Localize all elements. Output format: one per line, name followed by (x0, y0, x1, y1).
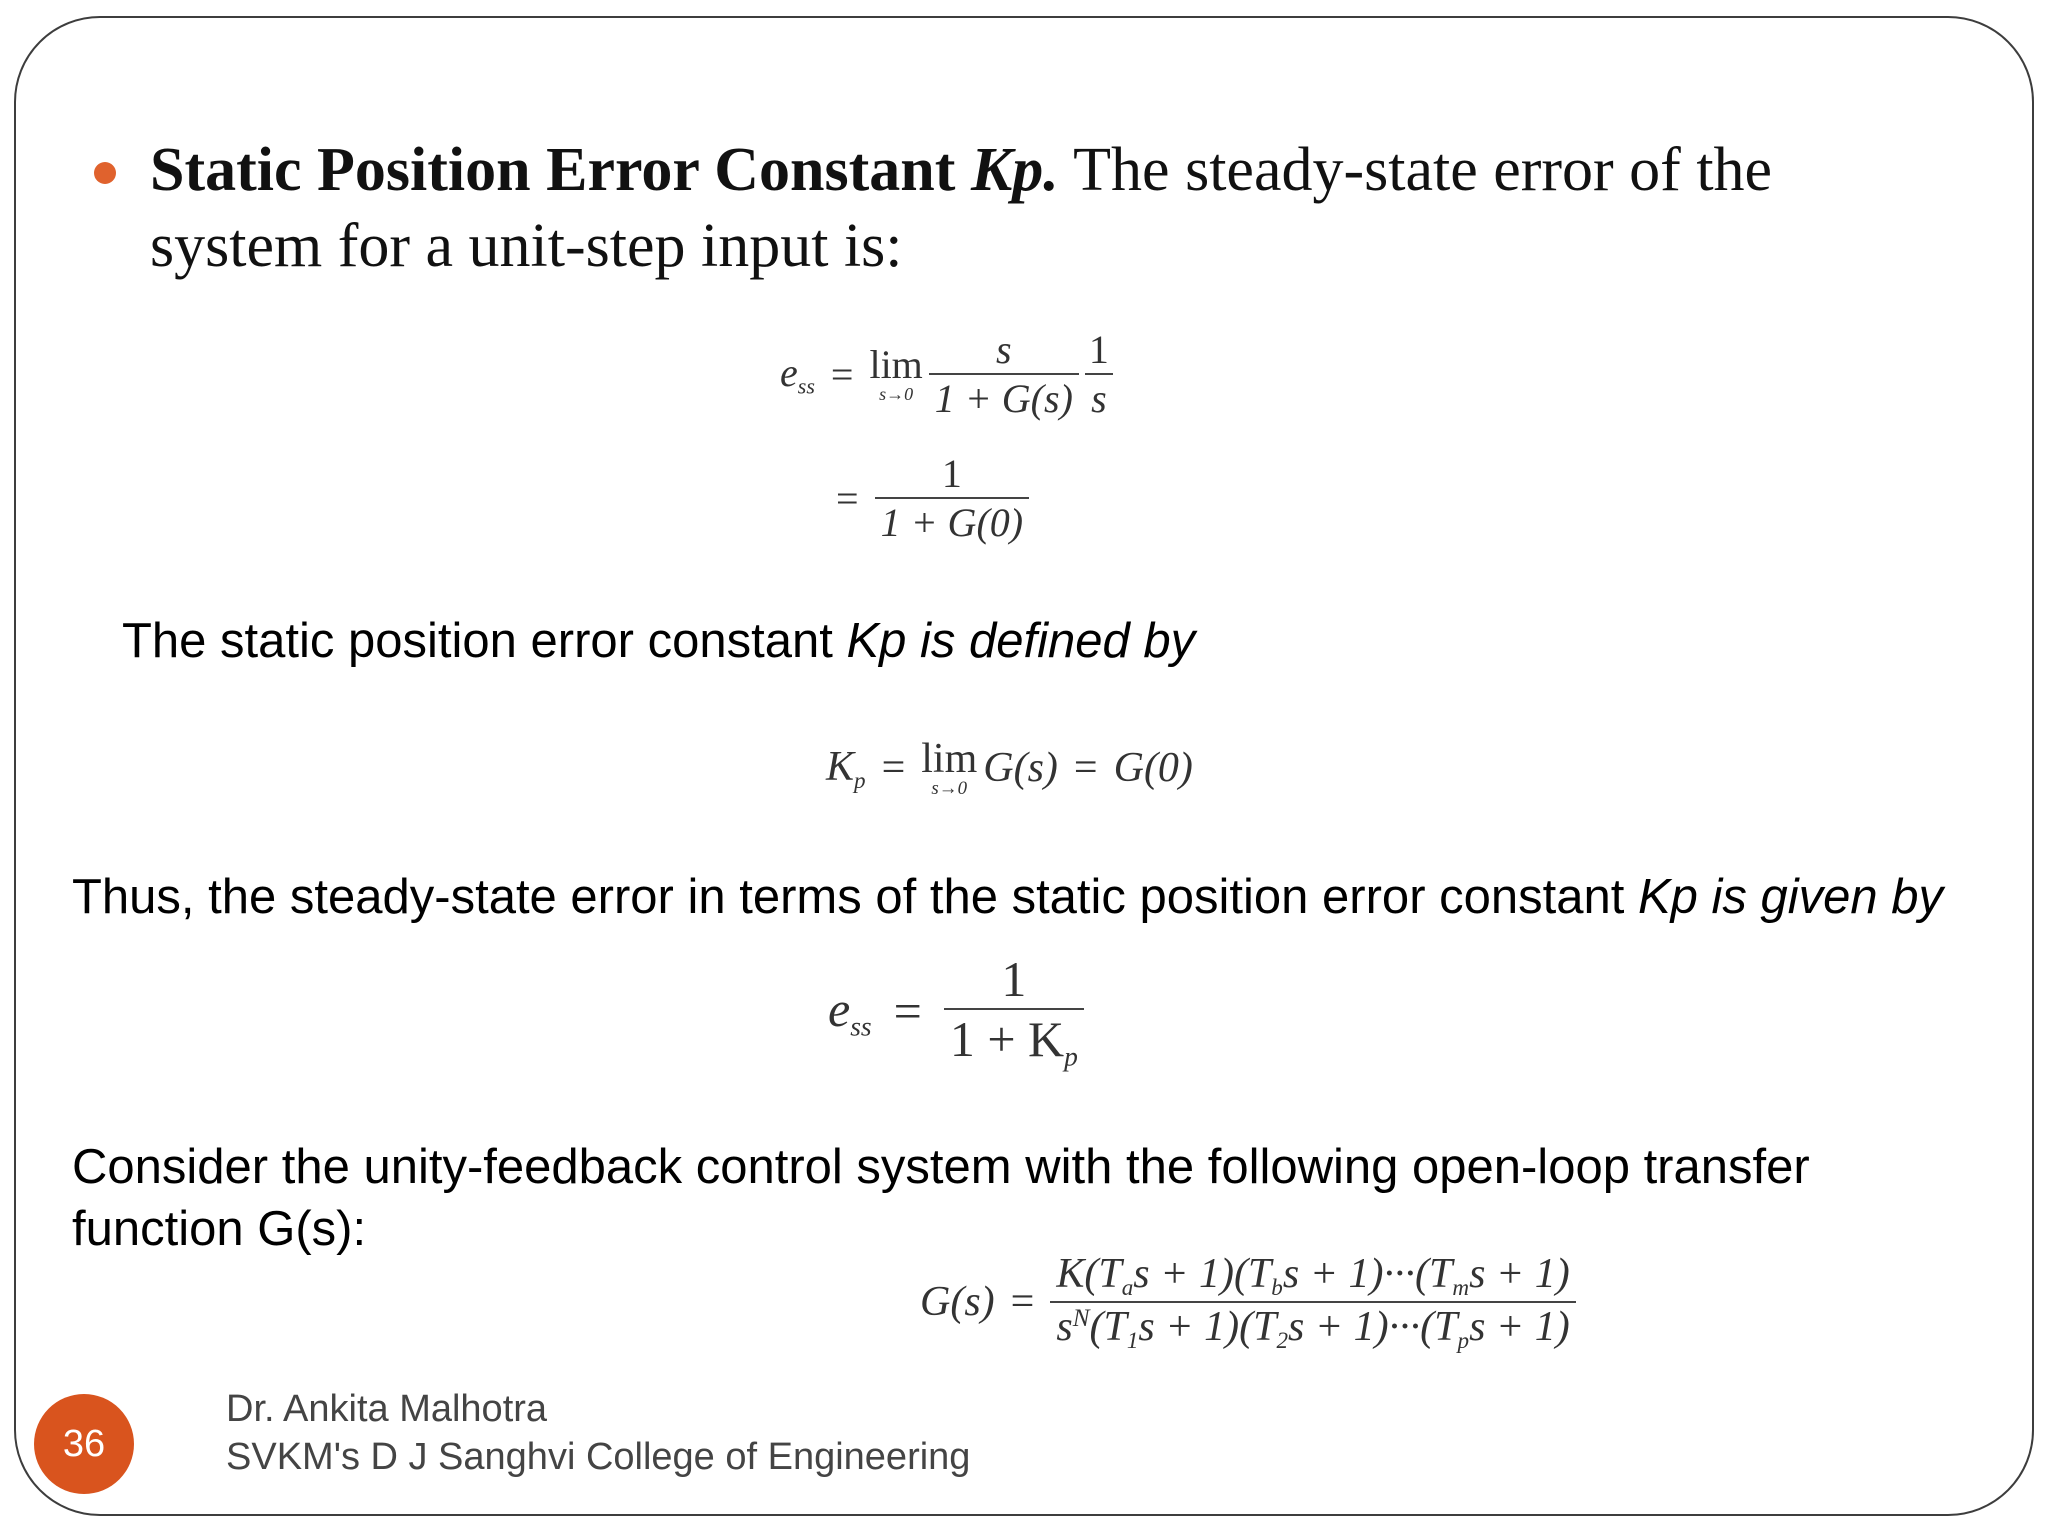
g0-term: G(0) (1113, 745, 1193, 792)
tf-denominator: $s^N(T_1s + 1)(T_2s + 1)\cdot\cdot\cdot(T_ps + 1)$ (1050, 1301, 1575, 1354)
heading-bold: Static Position Error Constant (150, 136, 971, 204)
slide-heading (150, 132, 1910, 284)
gs-lhs: G(s) (920, 1279, 995, 1326)
gs-term: G(s) (983, 745, 1058, 792)
kp-symbol: $K_p$ (826, 743, 866, 793)
ess-symbol: $e_{ss}$ (828, 981, 872, 1042)
footer-college: SVKM's D J Sanghvi College of Engineering (226, 1436, 971, 1478)
equation-transfer-function (920, 1250, 1576, 1354)
footer-author: Dr. Ankita Malhotra (226, 1388, 548, 1430)
limit-operator: lim s→0 (869, 342, 923, 404)
transfer-function-fraction (1050, 1250, 1575, 1354)
fraction-s-over-1-plus-g: $\frac{s}{1 + G(s)}$ (929, 326, 1079, 422)
equals-sign: = (881, 745, 906, 792)
equals-sign: = (1073, 745, 1098, 792)
bullet-dot (94, 162, 116, 184)
equals-sign: = (836, 475, 859, 521)
paragraph-steady-state-kp: Thus, the steady-state error in terms of the static position error constant Kp is given by (72, 870, 1944, 924)
paragraph-unity-feedback: Consider the unity-feedback control system with the following open-loop transfer function G(s): (72, 1140, 1810, 1256)
limit-operator: lim s→0 (921, 736, 978, 799)
equation-ess-limit (780, 326, 1115, 422)
equation-kp (826, 738, 1193, 799)
equation-ess-kp (828, 950, 1084, 1073)
paragraph-kp-defined: The static position error constant Kp is defined by (122, 614, 1196, 668)
ess-symbol: $e_{ss}$ (780, 349, 815, 399)
page-number-badge: 36 (34, 1394, 134, 1494)
equals-sign: = (893, 983, 922, 1040)
equals-sign: = (1010, 1279, 1035, 1326)
fraction-1-over-1-plus-g0: $\frac{1}{1 + G(0)}$ (875, 450, 1030, 546)
fraction-1-over-s: $\frac{1}{s}$ (1083, 326, 1115, 422)
equals-sign: = (830, 351, 854, 397)
heading-rest: The steady-state error of the system for a unit-step input is: (150, 136, 1773, 280)
tf-numerator: $K(T_as + 1)(T_bs + 1)\cdot\cdot\cdot(T_ms + 1)$ (1056, 1251, 1570, 1301)
equation-ess-g0 (836, 450, 1029, 546)
heading-kp: Kp. (970, 136, 1059, 204)
fraction-1-over-1-plus-kp: $\frac{1}{1 + K_p}$ (944, 950, 1084, 1073)
